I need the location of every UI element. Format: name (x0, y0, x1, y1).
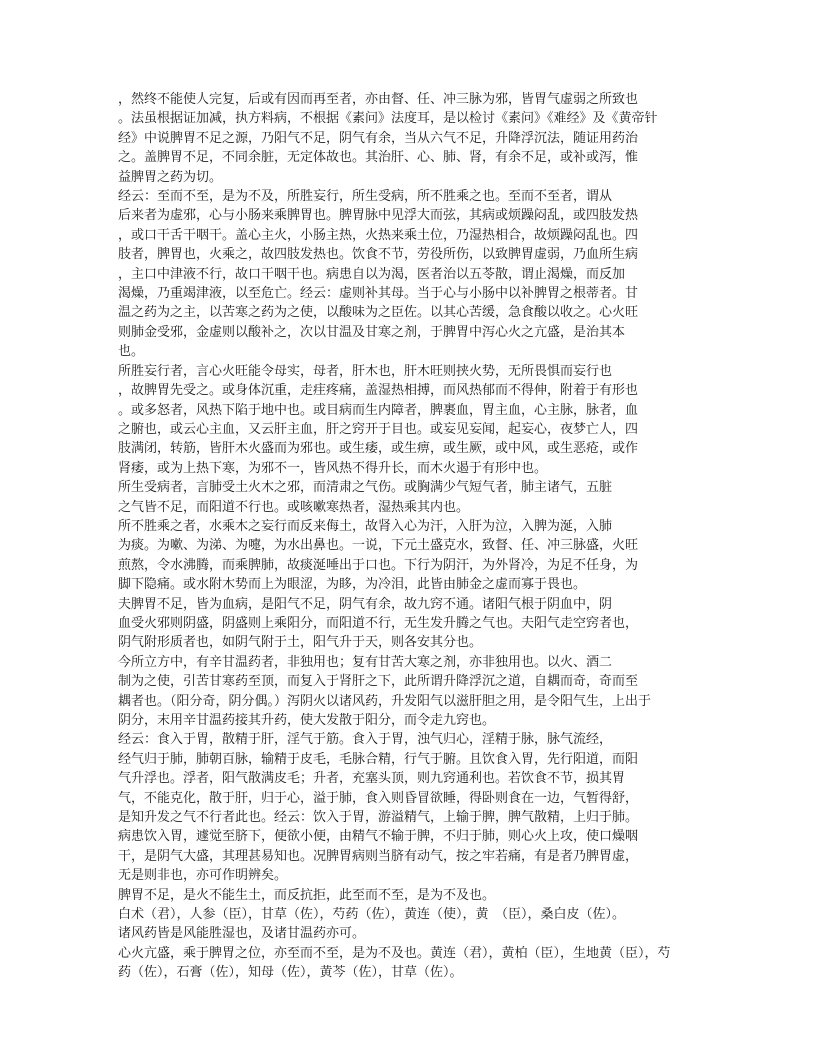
text-line: 制为之使，引苦甘寒药至顶，而复入于肾肝之下，此所谓升降浮沉之道，自耦而奇，奇而至 (118, 674, 639, 690)
text-line: 耦者也。（阳分奇，阴分偶。）泻阴火以诸风药，升发阳气以滋肝胆之用，是令阳气生，上出于 (118, 693, 652, 709)
text-line: 阴气附形质者也，如阴气附于土，阳气升于天，则各安其分也。 (118, 635, 483, 651)
text-line: 经》中说脾胃不足之源，乃阳气不足，阴气有余，当从六气不足，升降浮沉法，随证用药治 (118, 130, 639, 146)
text-line: 阴分，末用辛甘温药接其升药，使大发散于阳分，而令走九窍也。 (118, 713, 496, 728)
text-line: 病患饮入胃，遽觉至脐下，便欲小便，由精气不输于脾，不归于肺，则心火上攻，使口燥咽 (118, 829, 639, 845)
text-line: ，故脾胃先受之。或身体沉重，走疰疼痛，盖湿热相搏，而风热郁而不得伸，附着于有形也 (118, 383, 639, 399)
text-line: 所生受病者，言肺受土火木之邪，而清肃之气伤。或胸满少气短气者，肺主诸气，五脏 (118, 480, 613, 496)
text-line: 之气皆不足，而阳道不行也。或咳嗽寒热者，湿热乘其内也。 (118, 499, 470, 515)
text-line: 为痰。为嗽、为涕、为嚏，为水出鼻也。一说，下元土盛克水，致督、任、冲三脉盛，火旺 (118, 538, 639, 554)
text-line: 之腑也，或云心主血，又云肝主血，肝之窍开于目也。或妄见妄闻，起妄心，夜梦亡人，四 (118, 421, 639, 437)
text-line: 所胜妄行者，言心火旺能令母实，母者，肝木也，肝木旺则挟火势，无所畏惧而妄行也 (118, 363, 613, 379)
text-line: 血受火邪则阴盛，阴盛则上乘阳分，而阳道不行，无生发升腾之气也。夫阳气走空窍者也， (118, 615, 639, 631)
text-line: 渴燥，乃重竭津液，以至危亡。经云：虚则补其母。当于心与小肠中以补脾胃之根蒂者。甘 (118, 286, 639, 302)
text-line: 干，是阴气大盛，其理甚易知也。况脾胃病则当脐有动气，按之牢若痛，有是者乃脾胃虚， (118, 848, 639, 864)
text-line: 则肺金受邪，金虚则以酸补之，次以甘温及甘寒之剂，于脾胃中泻心火之亢盛，是治其本 (118, 324, 626, 340)
text-line: 。法虽根据证加减，执方料病，不根据《素问》法度耳，是以检讨《素问》《难经》及《黄帝针 (118, 111, 658, 127)
text-line: 经云：食入于胃，散精于肝，淫气于筋。食入于胃，浊气归心，淫精于脉，脉气流经， (118, 732, 613, 748)
document-page (118, 90, 698, 983)
text-line: 心火亢盛，乘于脾胃之位，亦至而不至，是为不及也。黄连（君），黄柏（臣），生地黄（臣），芍 (118, 945, 671, 961)
text-line: 白术（君），人参（臣），甘草（佐），芍药（佐），黄连（使），黄 （臣），桑白皮（佐）。 (118, 907, 626, 923)
text-line: 夫脾胃不足，皆为血病，是阳气不足，阴气有余，故九窍不通。诸阳气根于阴血中，阴 (118, 596, 613, 612)
text-line: 诸风药皆是风能胜湿也，及诸甘温药亦可。 (118, 926, 366, 942)
text-line: ，然终不能使人完复，后或有因而再至者，亦由督、任、冲三脉为邪，皆胃气虚弱之所致也 (118, 92, 639, 107)
text-line: 益脾胃之药为切。 (118, 169, 223, 185)
text-line: 肢满闭，转筋，皆肝木火盛而为邪也。或生痿，或生痹，或生厥，或中风，或生恶疮，或作 (118, 441, 639, 457)
text-line: 。或多怒者，风热下陷于地中也。或目病而生内障者，脾裹血，胃主血，心主脉，脉者，血 (118, 402, 639, 418)
text-line: 肢者，脾胃也，火乘之，故四肢发热也。饮食不节，劳役所伤，以致脾胃虚弱，乃血所生病 (118, 247, 639, 263)
text-line: 脾胃不足，是火不能生土，而反抗拒，此至而不至，是为不及也。 (118, 887, 496, 903)
text-line: 经云：至而不至，是为不及，所胜妄行，所生受病，所不胜乘之也。至而不至者，谓从 (118, 189, 613, 205)
text-line: 气升浮也。浮者，阳气散满皮毛；升者，充塞头顶，则九窍通利也。若饮食不节，损其胃 (118, 771, 626, 787)
text-line: 药（佐），石膏（佐），知母（佐），黄芩（佐），甘草（佐）。 (118, 965, 463, 981)
text-line: 无是则非也，亦可作明辨矣。 (118, 868, 288, 884)
text-line: 经气归于肺，肺朝百脉，输精于皮毛，毛脉合精，行气于腑。且饮食入胃，先行阳道，而阳 (118, 751, 639, 767)
text-line: ，或口干舌干咽干。盖心主火，小肠主热，火热来乘土位，乃湿热相合，故烦躁闷乱也。四 (118, 227, 639, 243)
text-line: 是知升发之气不行者此也。经云：饮入于胃，游溢精气，上输于脾，脾气散精，上归于肺。 (118, 810, 639, 826)
text-line: 气，不能克化，散于肝，归于心，溢于肺，食入则昏冒欲睡，得卧则食在一边，气暂得舒， (118, 790, 639, 806)
text-line: 后来者为虚邪，心与小肠来乘脾胃也。脾胃脉中见浮大而弦，其病或烦躁闷乱，或四肢发热 (118, 208, 639, 224)
text-line: 之。盖脾胃不足，不同余脏，无定体故也。其治肝、心、肺、肾，有余不足，或补或泻，惟 (118, 150, 639, 166)
text-line: 今所立方中，有辛甘温药者，非独用也；复有甘苦大寒之剂，亦非独用也。以火、酒二 (118, 654, 613, 670)
text-line: 所不胜乘之者，水乘木之妄行而反来侮土，故肾入心为汗，入肝为泣，入脾为涎，入肺 (118, 518, 613, 534)
text-line: 也。 (118, 344, 145, 360)
text-line: ，主口中津液不行，故口干咽干也。病患自以为渴，医者治以五苓散，谓止渴燥，而反加 (118, 266, 626, 282)
text-line: 温之药为之主，以苦寒之药为之使，以酸味为之臣佐。以其心苦缓，急食酸以收之。心火旺 (118, 305, 639, 321)
text-line: 脚下隐痛。或水附木势而上为眼涩，为眵，为冷泪，此皆由肺金之虚而寡于畏也。 (118, 577, 587, 593)
text-line: 肾痿，或为上热下寒，为邪不一，皆风热不得升长，而木火遏于有形中也。 (118, 460, 548, 476)
text-line: 煎熬，令水沸腾，而乘脾肺，故痰涎唾出于口也。下行为阴汗，为外肾冷，为足不任身，为 (118, 557, 639, 573)
